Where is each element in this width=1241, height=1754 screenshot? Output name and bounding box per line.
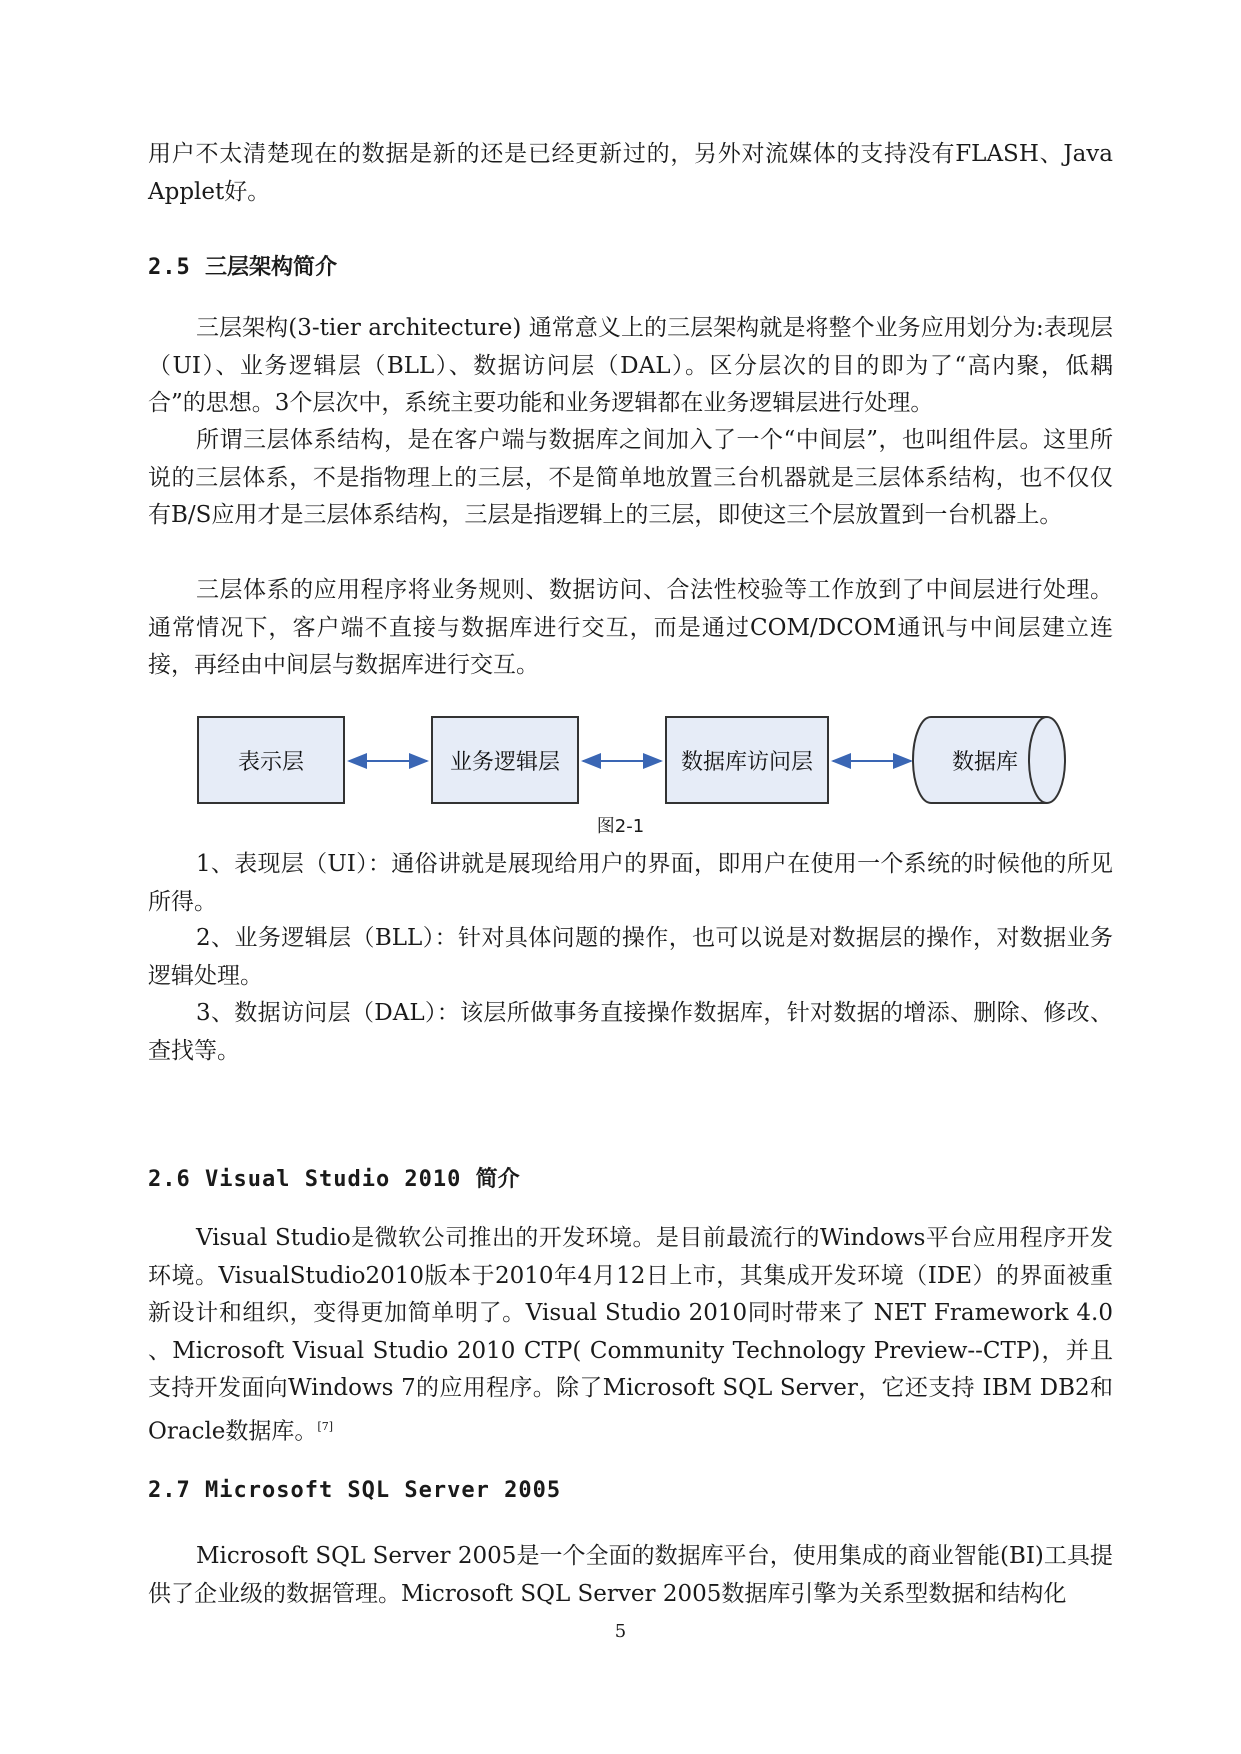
list-item-dal: 3、数据访问层（DAL）：该层所做事务直接操作数据库，针对数据的增添、删除、修改、查找等。	[148, 1000, 1113, 1064]
continued-paragraph: 用户不太清楚现在的数据是新的还是已经更新过的，另外对流媒体的支持没有FLASH、Java Applet好。	[148, 141, 1113, 205]
list-item-bll: 2、业务逻辑层（BLL）：针对具体问题的操作，也可以说是对数据层的操作，对数据业务逻辑处理。	[148, 925, 1113, 989]
diagram-box-data-access: 数据库访问层	[665, 716, 829, 804]
paragraph-3tier-app: 三层体系的应用程序将业务规则、数据访问、合法性校验等工作放到了中间层进行处理。通常情况下，客户端不直接与数据库进行交互，而是通过COM/DCOM通讯与中间层建立连接，再经由中间层与数据库进行交互。	[148, 577, 1113, 678]
heading-number: 2.6	[148, 1167, 191, 1192]
page-number: 5	[614, 1621, 627, 1642]
section-heading-2-5	[148, 250, 337, 281]
paragraph-3tier-middle: 所谓三层体系结构，是在客户端与数据库之间加入了一个“中间层”，也叫组件层。这里所说的三层体系，不是指物理上的三层，不是简单地放置三台机器就是三层体系结构，也不仅仅有B/S应用才是三层体系结构，三层是指逻辑上的三层，即使这三个层放置到一台机器上。	[148, 427, 1113, 528]
heading-number: 2.5	[148, 255, 191, 280]
citation-mark: [7]	[317, 1419, 334, 1433]
architecture-diagram	[195, 716, 1075, 816]
paragraph-3tier-intro: 三层架构(3-tier architecture) 通常意义上的三层架构就是将整个业务应用划分为:表现层（UI）、业务逻辑层（BLL）、数据访问层（DAL）。区分层次的目的即为了“高内聚，低耦合”的思想。3个层次中，系统主要功能和业务逻辑都在业务逻辑层进行处理。	[148, 315, 1113, 416]
section-heading-2-6	[148, 1162, 520, 1193]
diagram-box-business: 业务逻辑层	[431, 716, 579, 804]
paragraph-visual-studio: Visual Studio是微软公司推出的开发环境。是目前最流行的Windows平台应用程序开发环境。VisualStudio2010版本于2010年4月12日上市，其集成开发环境（IDE）的界面被重新设计和组织，变得更加简单明了。Visual Studio 2010同时带来了 NET Framework 4.0 、Microsoft Visual Studio 2010 CTP( Community Technology Preview--CTP)，并且支持开发面向Windows 7的应用程序。除了Microsoft SQL Server，它还支持 IBM DB2和Oracle数据库。[7]	[148, 1225, 1113, 1445]
diagram-database-label: 数据库	[951, 750, 1019, 775]
paragraph-sql-server: Microsoft SQL Server 2005是一个全面的数据库平台，使用集成的商业智能(BI)工具提供了企业级的数据管理。Microsoft SQL Server 2005数据库引擎为关系型数据和结构化	[148, 1543, 1113, 1607]
list-item-ui: 1、表现层（UI）：通俗讲就是展现给用户的界面，即用户在使用一个系统的时候他的所见所得。	[148, 851, 1113, 915]
diagram-box-presentation: 表示层	[197, 716, 345, 804]
heading-title: 三层架构简介	[205, 255, 338, 280]
diagram-arrows	[195, 716, 1075, 816]
figure-caption: 图2-1	[596, 816, 645, 837]
heading-latin: Visual Studio 2010	[205, 1167, 462, 1192]
section-heading-2-7: 2.7 Microsoft SQL Server 2005	[148, 1478, 562, 1503]
heading-title: 简介	[475, 1167, 520, 1192]
